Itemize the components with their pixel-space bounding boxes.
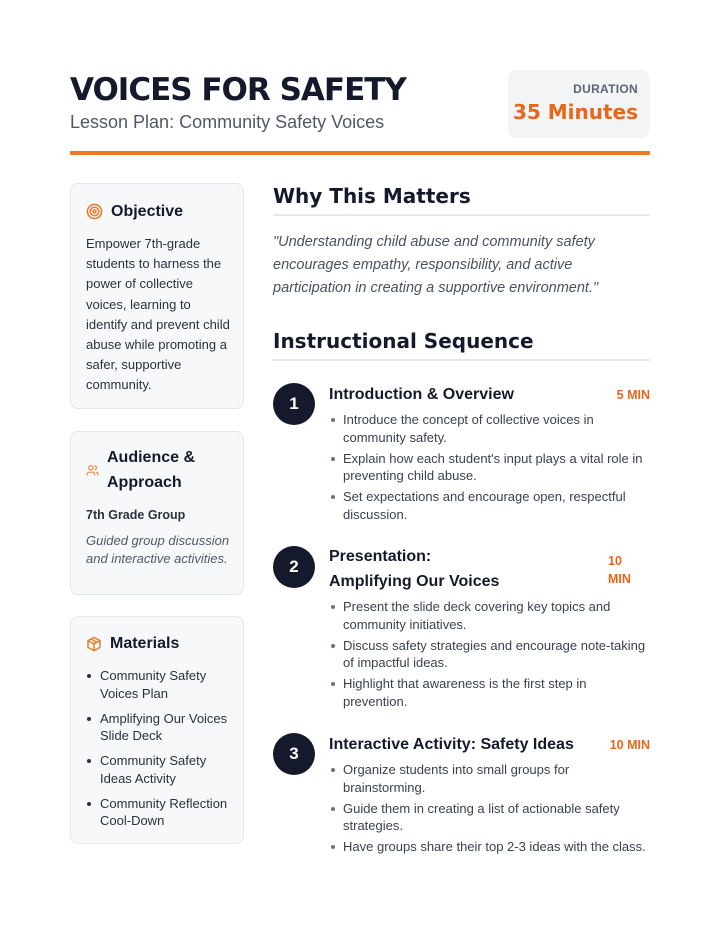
audience-title xyxy=(107,445,195,495)
step-bullet: Explain how each student's input plays a vital role in preventing child abuse. xyxy=(329,450,650,485)
step-time xyxy=(608,552,650,588)
sequence-title: Instructional Sequence xyxy=(273,329,534,353)
why-divider xyxy=(273,214,650,216)
step-time: 5 MIN xyxy=(616,388,650,402)
step-time-line1: 10 xyxy=(608,554,622,568)
objective-text: Empower 7th-grade students to harness the power of collective voices, learning to identify and prevent child abuse while promoting a safer, supportive community. xyxy=(86,236,230,393)
step-bullet: Introduce the concept of collective voices in community safety. xyxy=(329,411,650,446)
step-bullets xyxy=(329,761,650,859)
step-time-line2: MIN xyxy=(608,572,631,586)
step-bullet: Highlight that awareness is the first step in prevention. xyxy=(329,675,650,710)
duration-box xyxy=(508,70,650,138)
duration-label: DURATION xyxy=(573,82,638,96)
step-1 xyxy=(273,382,650,532)
audience-body xyxy=(86,505,233,568)
step-bullets xyxy=(329,411,650,527)
step-title-line1: Presentation: xyxy=(329,548,432,565)
page-subtitle: Lesson Plan: Community Safety Voices xyxy=(70,112,385,132)
box-icon xyxy=(86,636,102,652)
step-number-badge: 3 xyxy=(273,733,315,775)
materials-title: Materials xyxy=(110,635,180,652)
users-icon xyxy=(86,464,99,477)
step-number-badge: 2 xyxy=(273,546,315,588)
audience-title-line1: Audience & xyxy=(107,449,196,466)
objective-card xyxy=(70,183,244,409)
step-number-badge: 1 xyxy=(273,383,315,425)
step-title xyxy=(329,544,499,594)
step-2 xyxy=(273,544,650,724)
materials-item: Community Safety Ideas Activity xyxy=(86,752,233,787)
audience-approach: Guided group discussion and interactive activities. xyxy=(86,533,230,567)
materials-item: Amplifying Our Voices Slide Deck xyxy=(86,710,233,745)
step-3 xyxy=(273,732,650,882)
sequence-divider xyxy=(273,359,650,361)
step-bullets xyxy=(329,598,650,714)
target-icon xyxy=(86,203,103,220)
page-header xyxy=(70,68,650,154)
materials-item: Community Safety Voices Plan xyxy=(86,667,233,702)
objective-title: Objective xyxy=(111,203,184,220)
materials-item: Community Reflection Cool-Down xyxy=(86,795,233,830)
audience-header xyxy=(86,445,195,495)
step-bullet: Guide them in creating a list of actionable safety strategies. xyxy=(329,800,650,835)
materials-list xyxy=(86,667,233,837)
why-quote: "Understanding child abuse and community safety encourages empathy, responsibility, and active participation in creating a supportive environment." xyxy=(273,234,599,296)
audience-card xyxy=(70,431,244,595)
step-bullet: Set expectations and encourage open, respectful discussion. xyxy=(329,488,650,523)
step-title: Introduction & Overview xyxy=(329,386,514,403)
step-time: 10 MIN xyxy=(609,738,650,752)
header-divider xyxy=(70,151,650,155)
duration-value: 35 Minutes xyxy=(512,100,638,124)
objective-header xyxy=(86,199,183,224)
step-title-line2: Amplifying Our Voices xyxy=(329,573,500,590)
materials-card xyxy=(70,616,244,844)
step-bullet: Organize students into small groups for brainstorming. xyxy=(329,761,650,796)
step-bullet: Present the slide deck covering key topics and community initiatives. xyxy=(329,598,650,633)
step-bullet: Have groups share their top 2-3 ideas with the class. xyxy=(329,838,650,856)
page-title: VOICES FOR SAFETY xyxy=(70,72,406,108)
audience-title-line2: Approach xyxy=(107,474,182,491)
materials-header xyxy=(86,631,179,656)
step-title: Interactive Activity: Safety Ideas xyxy=(329,736,574,753)
audience-group: 7th Grade Group xyxy=(86,508,186,522)
why-title: Why This Matters xyxy=(273,184,471,208)
step-bullet: Discuss safety strategies and encourage note-taking of impactful ideas. xyxy=(329,637,650,672)
